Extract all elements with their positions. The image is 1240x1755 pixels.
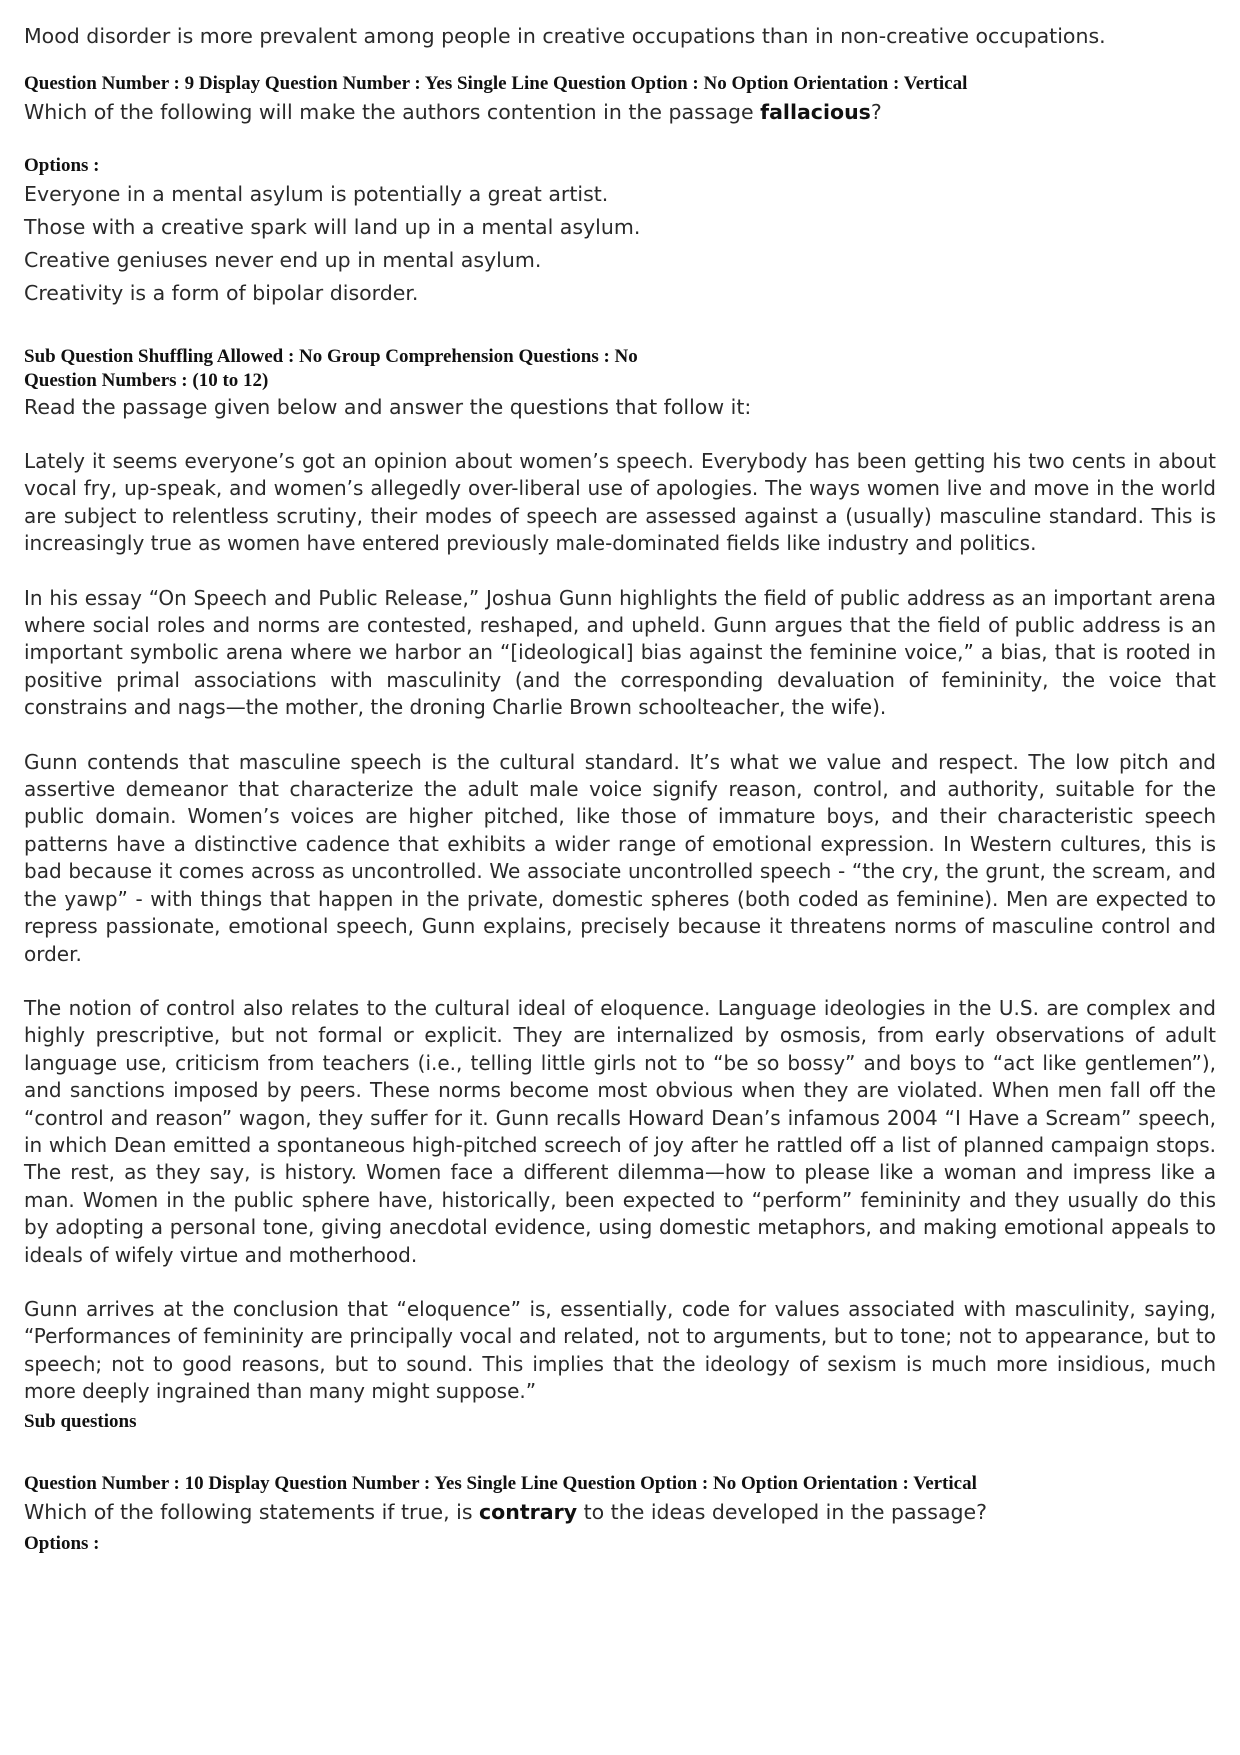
passage-paragraph-5: Gunn arrives at the conclusion that “eloquence” is, essentially, code for values associated with masculinity, saying, “Performances of femininity are principally vocal and related, not to arguments, but to tone; not to appearance, but to speech; not to good reasons, but to sound. This implies that the ideology of sexism is much more insidious, much more deeply ingrained than many might suppose.” [24, 1296, 1216, 1404]
passage-paragraph-3: Gunn contends that masculine speech is the cultural standard. It’s what we value and respect. The low pitch and assertive demeanor that characterize the adult male voice signify reason, control, and authority, suitable for the public domain. Women’s voices are higher pitched, like those of immature boys, and their characteristic speech patterns have a distinctive cadence that exhibits a wider range of emotional expression. In Western cultures, this is bad because it comes across as uncontrolled. We associate uncontrolled speech - “the cry, the grunt, the scream, and the yawp” - with things that happen in the private, domestic spheres (both coded as feminine). Men are expected to repress passionate, emotional speech, Gunn explains, precisely because it threatens norms of masculine control and order. [24, 749, 1216, 966]
option-2[interactable]: Those with a creative spark will land up in a mental asylum. [24, 215, 641, 239]
option-1[interactable]: Everyone in a mental asylum is potentially a great artist. [24, 182, 609, 206]
question-10 [24, 1472, 1216, 1556]
comprehension-group [24, 345, 1216, 1434]
passage-instruction: Read the passage given below and answer the questions that follow it: [24, 395, 752, 419]
passage-paragraph-1: Lately it seems everyone’s got an opinion about women’s speech. Everybody has been getting his two cents in about vocal fry, up-speak, and women’s allegedly over-liberal use of apologies. The ways women live and move in the world are subject to relentless scrutiny, their modes of speech are assessed against a (usually) masculine standard. This is increasingly true as women have entered previously male-dominated fields like industry and politics. [24, 449, 1216, 556]
sub-questions-label: Sub questions [24, 1410, 137, 1432]
question-9 [24, 72, 1216, 307]
group-meta-line: Sub Question Shuffling Allowed : No Group Comprehension Questions : No [24, 346, 638, 367]
question-emphasis-word: fallacious [760, 100, 871, 124]
option-4[interactable]: Creativity is a form of bipolar disorder. [24, 281, 419, 305]
question-header: Question Number : 9 Display Question Number : Yes Single Line Question Option : No Option Orientation : Vertical [24, 73, 968, 94]
question-text-end: to the ideas developed in the passage? [577, 1499, 988, 1524]
option-3[interactable]: Creative geniuses never end up in mental asylum. [24, 248, 542, 272]
options-label: Options : [24, 155, 100, 176]
passage-paragraph-4: The notion of control also relates to the cultural ideal of eloquence. Language ideologies in the U.S. are complex and highly prescriptive, but not formal or explicit. They are internalized by osmosis, from early observations of adult language use, criticism from teachers (i.e., telling little girls not to “be so bossy” and boys to “act like gentlemen”), and sanctions imposed by peers. These norms become most obvious when they are violated. When men fall off the “control and reason” wagon, they suffer for it. Gunn recalls Howard Dean’s infamous 2004 “I Have a Scream” speech, in which Dean emitted a spontaneous high-pitched screech of joy after he rattled off a list of planned campaign stops. The rest, as they say, is history. Women face a different dilemma—how to please like a woman and impress like a man. Women in the public sphere have, historically, been expected to “perform” femininity and they usually do this by adopting a personal tone, giving anecdotal evidence, using domestic metaphors, and making emotional appeals to ideals of wifely virtue and motherhood. [24, 995, 1216, 1267]
question-emphasis-word: contrary [479, 1499, 578, 1524]
options-label: Options : [24, 1532, 100, 1554]
question-text-start: Which of the following statements if true, is [24, 1499, 480, 1524]
question-paper-page [24, 22, 1216, 1556]
passage-paragraph-2: In his essay “On Speech and Public Release,” Joshua Gunn highlights the field of public address as an important arena where social roles and norms are contested, reshaped, and upheld. Gunn argues that the field of public address is an important symbolic arena where we harbor an “[ideological] bias against the feminine voice,” a bias, that is rooted in positive primal associations with masculinity (and the corresponding devaluation of femininity, the voice that constrains and nags—the mother, the droning Charlie Brown schoolteacher, the wife). [24, 585, 1216, 720]
question-text-start: Which of the following will make the authors contention in the passage [24, 100, 761, 124]
question-text-end: ? [870, 100, 882, 124]
group-question-numbers: Question Numbers : (10 to 12) [24, 370, 269, 391]
question-header: Question Number : 10 Display Question Number : Yes Single Line Question Option : No Option Orientation : Vertical [24, 1472, 977, 1494]
previous-question-option-text: Mood disorder is more prevalent among people in creative occupations than in non-creative occupations. [24, 24, 1106, 48]
question-text [24, 98, 1216, 126]
question-text [24, 1498, 1216, 1526]
